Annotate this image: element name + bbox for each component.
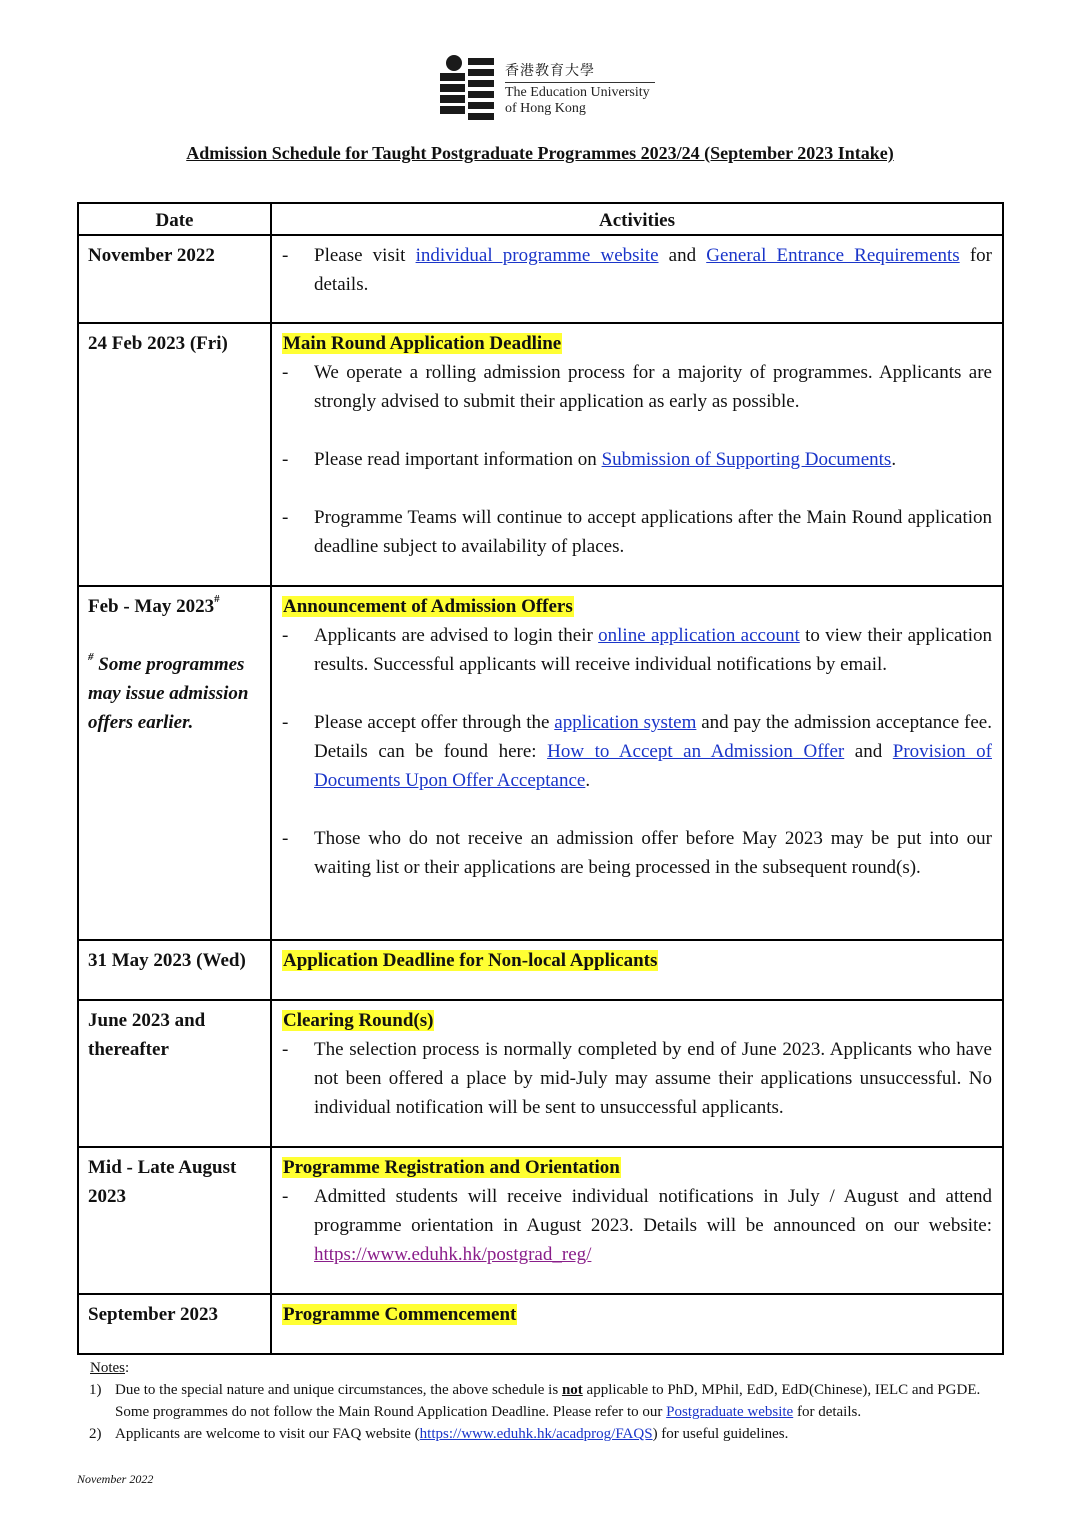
schedule-table	[77, 202, 1004, 1355]
table-row	[78, 1294, 1003, 1354]
activity-cell	[271, 940, 1003, 1000]
date-cell: June 2023 and thereafter	[78, 1000, 271, 1147]
date-cell: September 2023	[78, 1294, 271, 1354]
logo-divider	[505, 82, 655, 83]
logo-english-line1: The Education University	[505, 85, 650, 100]
table-row	[78, 1147, 1003, 1294]
bullet-text: The selection process is normally completed by end of June 2023. Applicants who have not been offered a place by mid-July may assume their applications unsuccessful. No individual notification will be sent to unsuccessful applicants.	[314, 1039, 992, 1118]
activity-cell	[271, 235, 1003, 323]
table-header-row	[78, 203, 1003, 235]
bullet-item: - Admitted students will receive individual notifications in July / August and attend programme orientation in August 2023. Details will be announced on our website: https://www.eduhk.hk/postgrad_reg/	[282, 1182, 992, 1269]
emphasis-not: not	[561, 1382, 583, 1398]
bullet-item: - Please read important information on Submission of Supporting Documents.	[282, 445, 992, 474]
logo-chinese-name: 香港教育大學	[505, 63, 595, 79]
notes-heading: Notes:	[90, 1360, 130, 1376]
bullet-text: Please read important information on Submission of Supporting Documents.	[314, 449, 897, 470]
note-item	[90, 1379, 1010, 1423]
activity-cell	[271, 1294, 1003, 1354]
notes-section	[90, 1357, 1010, 1445]
programme-website-link[interactable]: individual programme website	[415, 245, 659, 266]
provision-of-documents-link[interactable]: Provision of Documents Upon Offer Acceptance	[314, 741, 992, 791]
date-cell: Feb - May 2023# # Some programmes may issue admission offers earlier.	[78, 586, 271, 940]
logo-english-line2: of Hong Kong	[505, 101, 586, 116]
online-application-account-link[interactable]: online application account	[598, 625, 800, 646]
activity-cell	[271, 586, 1003, 940]
footer-date: November 2022	[77, 1472, 154, 1486]
activity-heading: Programme Registration and Orientation	[283, 1157, 620, 1178]
table-row	[78, 586, 1003, 940]
bullet-text: We operate a rolling admission process for a majority of programmes. Applicants are strongly advised to submit their application as early as possible.	[314, 362, 992, 412]
table-row	[78, 323, 1003, 586]
bullet-text: Admitted students will receive individual notifications in July / August and attend programme orientation in August 2023. Details will be announced on our website: https://www.eduhk.hk/postgrad_reg/	[314, 1186, 992, 1265]
header-date: Date	[78, 203, 271, 235]
activity-cell	[271, 1000, 1003, 1147]
header-activities: Activities	[271, 203, 1003, 235]
logo-text	[505, 63, 665, 117]
eduhk-logo-icon	[437, 54, 499, 126]
date-cell: 31 May 2023 (Wed)	[78, 940, 271, 1000]
bullet-text: Those who do not receive an admission offer before May 2023 may be put into our waiting list or their applications are being processed in the subsequent round(s).	[314, 828, 992, 878]
bullet-item	[282, 241, 992, 299]
note-text: Due to the special nature and unique circumstances, the above schedule is not applicable to PhD, MPhil, EdD, EdD(Chinese), IELC and PGDE. Some programmes do not follow the Main Round Application Deadline. Please refer to our Postgraduate website for details.	[115, 1382, 981, 1420]
postgraduate-website-link[interactable]: Postgraduate website	[666, 1404, 794, 1420]
note-item	[90, 1423, 1010, 1445]
bullet-item: - We operate a rolling admission process for a majority of programmes. Applicants are strongly advised to submit their application as early as possible.	[282, 358, 992, 416]
bullet-dash: -	[282, 245, 289, 266]
bullet-text: Programme Teams will continue to accept applications after the Main Round application deadline subject to availability of places.	[314, 507, 992, 557]
entrance-requirements-link[interactable]: General Entrance Requirements	[706, 245, 960, 266]
activity-heading: Clearing Round(s)	[283, 1010, 434, 1031]
note-number: 1)	[89, 1382, 102, 1398]
note-text: Applicants are welcome to visit our FAQ website (https://www.eduhk.hk/acadprog/FAQS) for useful guidelines.	[115, 1426, 789, 1442]
postgrad-registration-link[interactable]: https://www.eduhk.hk/postgrad_reg/	[314, 1244, 592, 1265]
date-cell: 24 Feb 2023 (Fri)	[78, 323, 271, 586]
application-system-link[interactable]: application system	[554, 712, 697, 733]
supporting-documents-link[interactable]: Submission of Supporting Documents	[601, 449, 892, 470]
date-cell: November 2022	[78, 235, 271, 323]
activity-heading: Programme Commencement	[283, 1304, 517, 1325]
activity-heading: Main Round Application Deadline	[283, 333, 562, 354]
bullet-item: - Those who do not receive an admission offer before May 2023 may be put into our waiting list or their applications are being processed in the subsequent round(s).	[282, 824, 992, 882]
faq-website-link[interactable]: https://www.eduhk.hk/acadprog/FAQS	[419, 1426, 653, 1442]
bullet-text: Applicants are advised to login their online application account to view their application results. Successful applicants will receive individual notifications by email.	[314, 625, 992, 675]
date-note: # Some programmes may issue admission offers earlier.	[88, 651, 249, 733]
activity-heading: Application Deadline for Non-local Applicants	[283, 950, 658, 971]
accept-offer-link[interactable]: How to Accept an Admission Offer	[547, 741, 845, 762]
table-row	[78, 235, 1003, 323]
bullet-text: Please accept offer through the application system and pay the admission acceptance fee. Details can be found here: How to Accept an Admission Offer and Provision of Documents Upon Offer Acceptance.	[314, 712, 992, 791]
university-logo	[437, 54, 667, 126]
activity-heading: Announcement of Admission Offers	[283, 596, 573, 617]
table-row	[78, 940, 1003, 1000]
date-cell: Mid - Late August 2023	[78, 1147, 271, 1294]
activity-cell	[271, 323, 1003, 586]
bullet-item: - The selection process is normally completed by end of June 2023. Applicants who have not been offered a place by mid-July may assume their applications unsuccessful. No individual notification will be sent to unsuccessful applicants.	[282, 1035, 992, 1122]
bullet-item: - Please accept offer through the application system and pay the admission acceptance fee. Details can be found here: How to Accept an Admission Offer and Provision of Documents Upon Offer Acceptance.	[282, 708, 992, 795]
note-number: 2)	[89, 1426, 102, 1442]
bullet-item: - Applicants are advised to login their online application account to view their application results. Successful applicants will receive individual notifications by email.	[282, 621, 992, 679]
table-row	[78, 1000, 1003, 1147]
bullet-item: - Programme Teams will continue to accept applications after the Main Round application deadline subject to availability of places.	[282, 503, 992, 561]
footnote-mark: #	[214, 593, 220, 605]
activity-cell	[271, 1147, 1003, 1294]
page-title: Admission Schedule for Taught Postgraduate Programmes 2023/24 (September 2023 Intake)	[186, 143, 894, 163]
bullet-text: Please visit individual programme website and General Entrance Requirements for details.	[314, 245, 992, 295]
